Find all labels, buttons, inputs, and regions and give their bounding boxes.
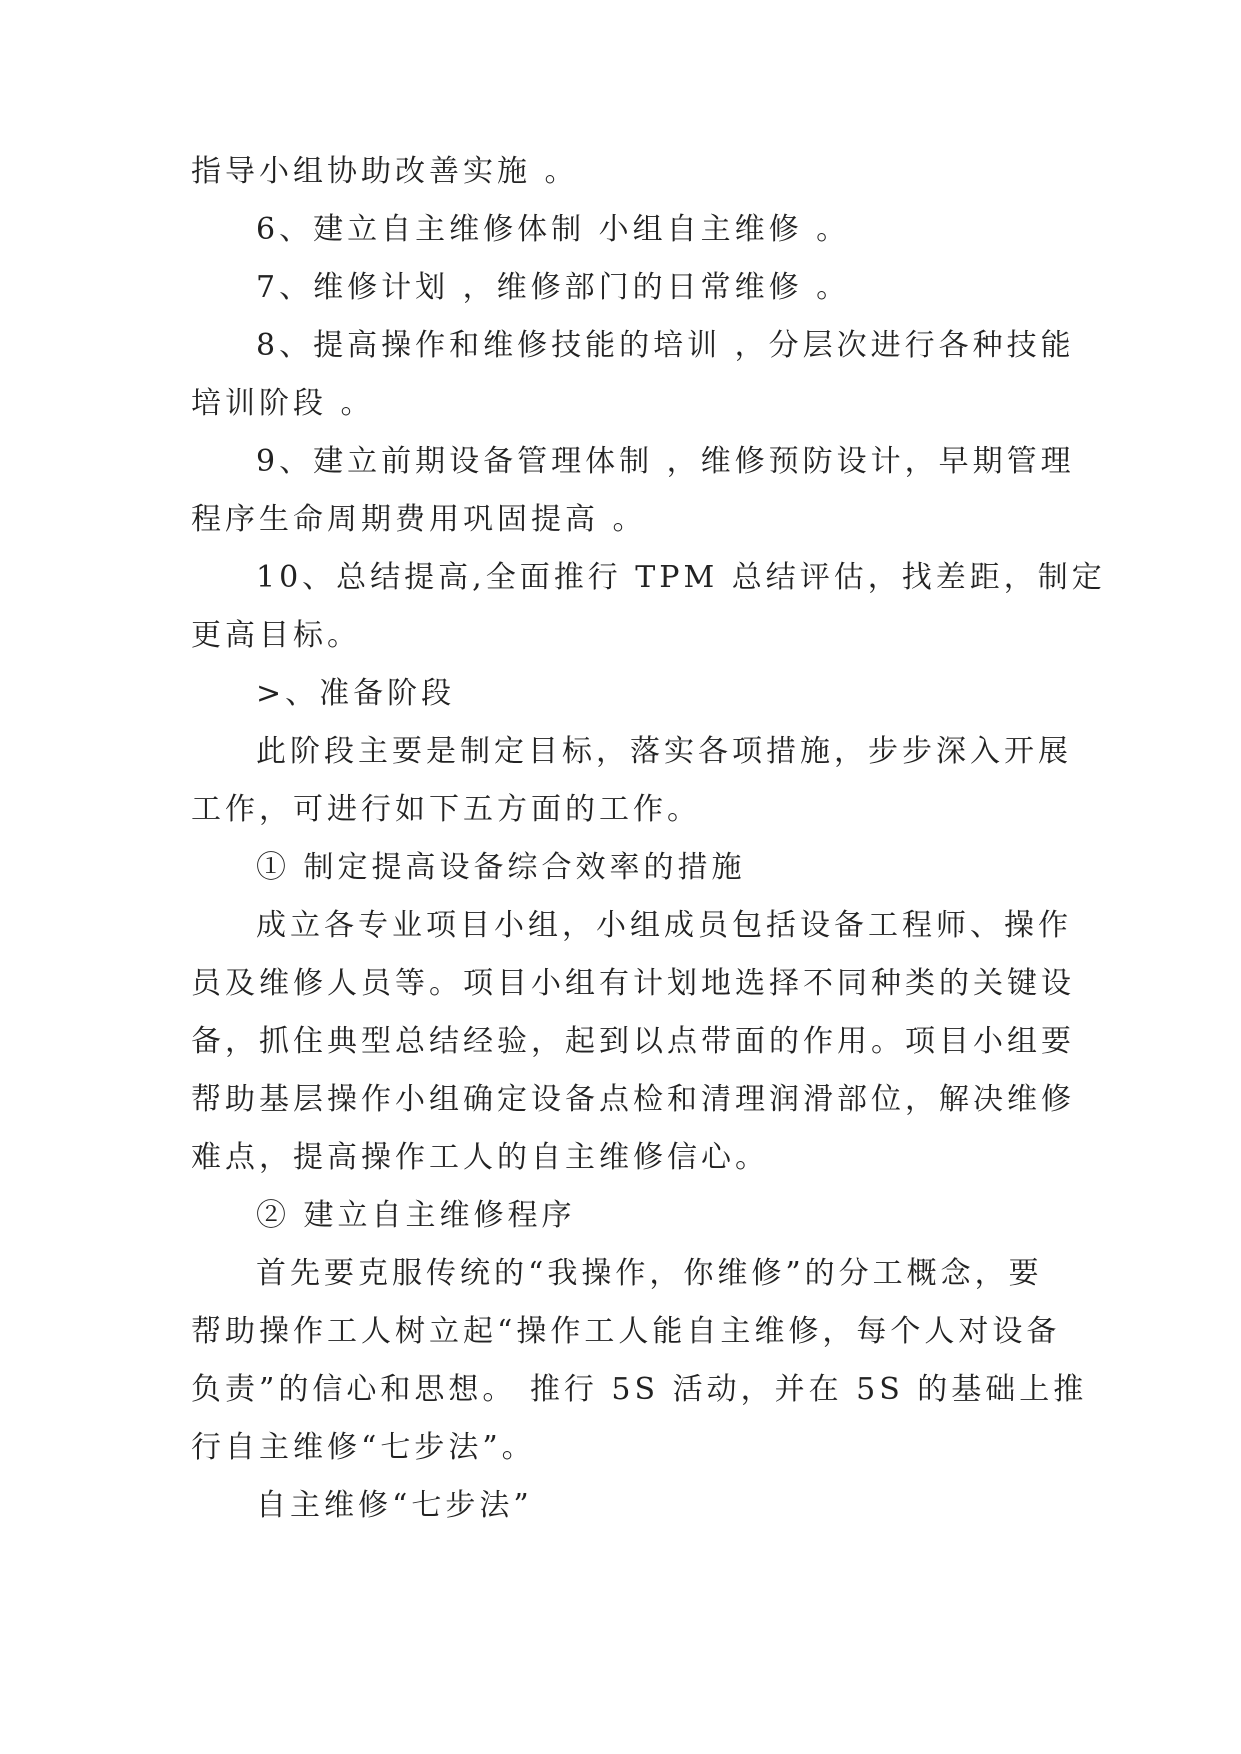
text-line: 首先要克服传统的“我操作，你维修”的分工概念，要 [256, 1256, 1043, 1291]
text-line: 培训阶段 。 [191, 386, 375, 421]
text-line: 10、总结提高,全面推行 TPM 总结评估，找差距，制定 [256, 560, 1106, 595]
text-line: 7、维修计划 ，维修部门的日常维修 。 [256, 270, 851, 305]
text-line: 帮助操作工人树立起“操作工人能自主维修，每个人对设备 [191, 1314, 1061, 1349]
text-line: 自主维修“七步法” [256, 1488, 533, 1523]
text-line: 此阶段主要是制定目标，落实各项措施，步步深入开展 [256, 734, 1072, 769]
text-line: 员及维修人员等。项目小组有计划地选择不同种类的关键设 [191, 966, 1075, 1001]
text-line: 难点，提高操作工人的自主维修信心。 [191, 1140, 769, 1175]
text-line: 更高目标。 [191, 618, 361, 653]
subsection-heading: ① 制定提高设备综合效率的措施 [256, 850, 746, 885]
text-line: 行自主维修“七步法”。 [191, 1430, 536, 1465]
section-heading: >、准备阶段 [256, 676, 456, 711]
text-line: 工作，可进行如下五方面的工作。 [191, 792, 701, 827]
text-line: 程序生命周期费用巩固提高 。 [191, 502, 647, 537]
text-line: 9、建立前期设备管理体制 ，维修预防设计，早期管理 [256, 444, 1075, 479]
text-line: 备，抓住典型总结经验，起到以点带面的作用。项目小组要 [191, 1024, 1075, 1059]
text-line: 6、建立自主维修体制 小组自主维修 。 [256, 212, 851, 247]
text-line: 8、提高操作和维修技能的培训 ，分层次进行各种技能 [256, 328, 1075, 363]
subsection-heading: ② 建立自主维修程序 [256, 1198, 576, 1233]
text-line: 成立各专业项目小组，小组成员包括设备工程师、操作 [256, 908, 1072, 943]
text-line: 负责”的信心和思想。 推行 5S 活动，并在 5S 的基础上推 [191, 1372, 1088, 1407]
text-line: 指导小组协助改善实施 。 [191, 154, 579, 189]
text-line: 帮助基层操作小组确定设备点检和清理润滑部位，解决维修 [191, 1082, 1075, 1117]
